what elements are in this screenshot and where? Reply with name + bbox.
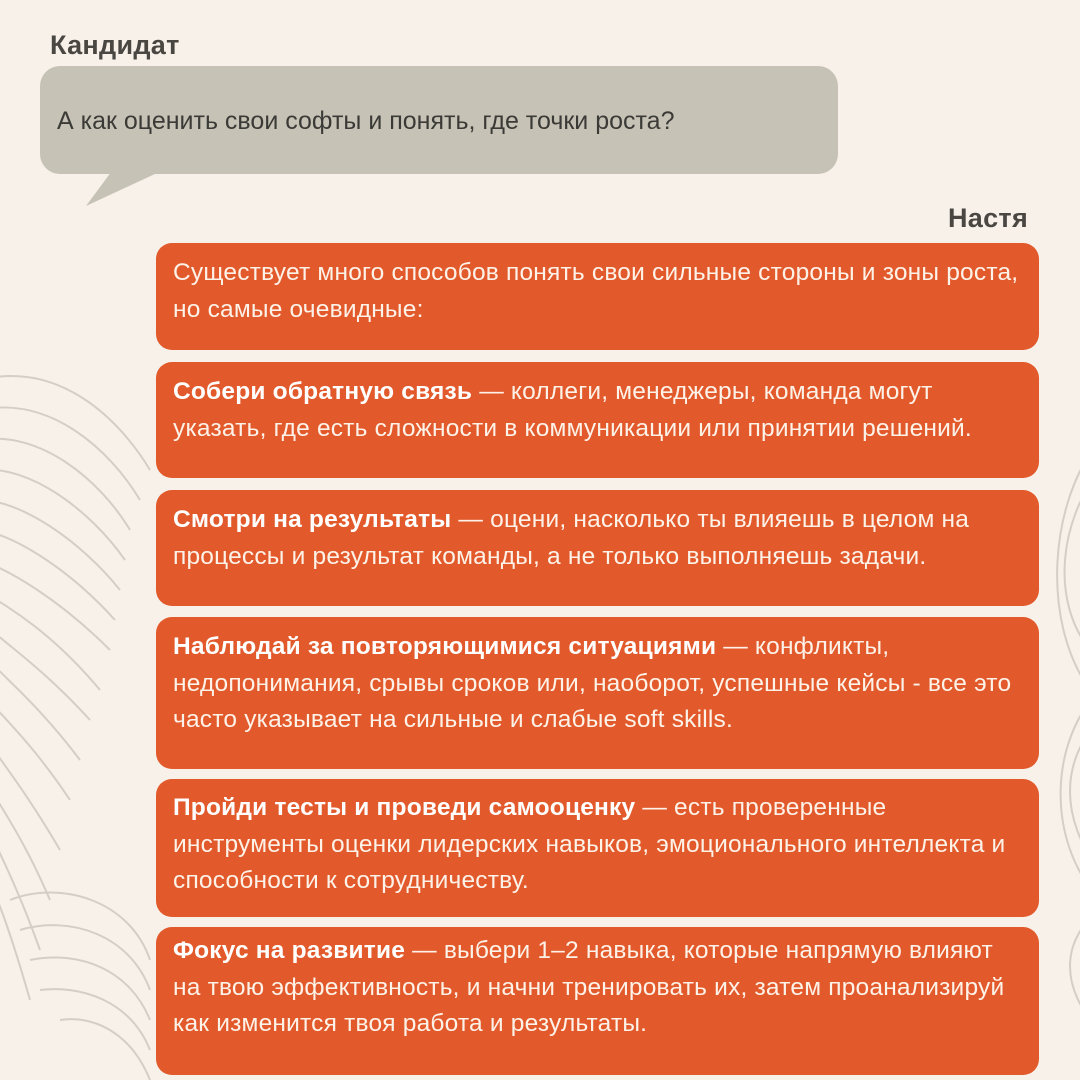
tip-situations-bubble bbox=[156, 617, 1039, 769]
tip-title: Наблюдай за повторяющимися ситуациями bbox=[173, 633, 717, 660]
tip-tests-bubble bbox=[156, 779, 1039, 917]
tip-title: Смотри на результаты bbox=[173, 506, 452, 533]
tip-title: Собери обратную связь bbox=[173, 378, 473, 405]
intro-text: Существует много способов понять свои сильные стороны и зоны роста, но самые очевидные: bbox=[173, 259, 1019, 323]
tip-development-bubble bbox=[156, 927, 1039, 1075]
tip-text: — коллеги, менеджеры, команда могут указать, где есть сложности в коммуникации или принятии решений. bbox=[173, 378, 972, 442]
answer-intro-bubble bbox=[156, 243, 1039, 350]
tip-title: Пройди тесты и проведи самооценку bbox=[173, 794, 636, 821]
tip-title: Фокус на развитие bbox=[173, 937, 406, 964]
tip-text: — конфликты, недопонимания, срывы сроков или, наоборот, успешные кейсы - все это часто указывает на сильные и слабые soft skills. bbox=[173, 633, 1012, 733]
tip-feedback-bubble bbox=[156, 362, 1039, 478]
candidate-name: Кандидат bbox=[50, 30, 180, 60]
tip-results-bubble bbox=[156, 490, 1039, 606]
question-text: А как оценить свои софты и понять, где точки роста? bbox=[57, 106, 675, 135]
responder-name: Настя bbox=[947, 203, 1028, 233]
tip-text: — есть проверенные инструменты оценки лидерских навыков, эмоционального интеллекта и способности к сотрудничеству. bbox=[173, 794, 1006, 894]
question-bubble bbox=[40, 66, 838, 174]
tip-text: — выбери 1–2 навыка, которые напрямую влияют на твою эффективность, и начни тренировать их, затем проанализируй как изменится твоя работа и результаты. bbox=[173, 937, 1005, 1037]
tip-text: — оцени, насколько ты влияешь в целом на процессы и результат команды, а не только выполняешь задачи. bbox=[173, 506, 970, 570]
